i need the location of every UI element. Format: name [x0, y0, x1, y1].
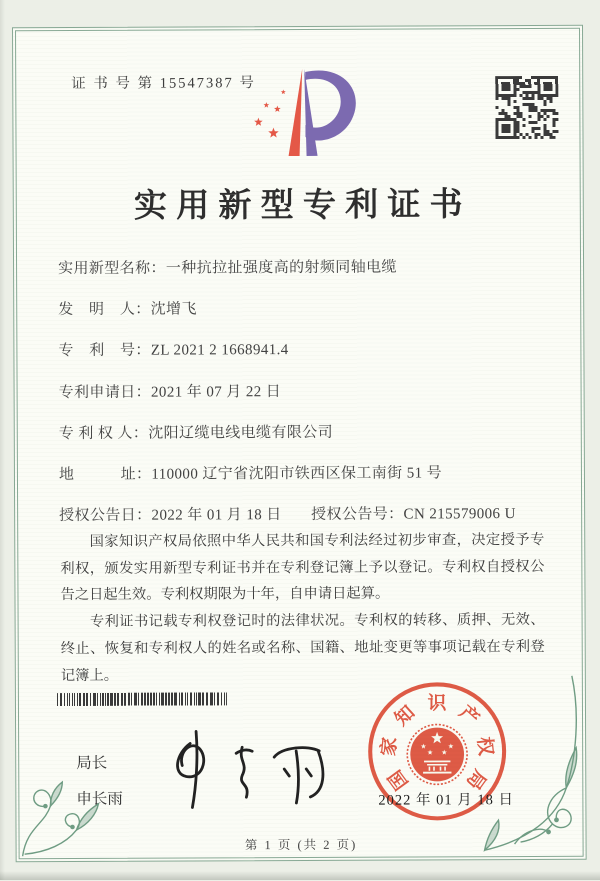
field-value: 110000 辽宁省沈阳市铁西区保工南街 51 号 — [151, 465, 443, 483]
field-label: 授权公告号： — [311, 506, 404, 524]
field-value: ZL 2021 2 1668941.4 — [150, 342, 289, 360]
barcode — [57, 692, 227, 706]
logo-star-icon — [268, 128, 279, 138]
scan-left-shadow — [0, 0, 5, 880]
field-row-patent-no — [58, 337, 557, 380]
signer-title: 局长 — [76, 754, 108, 772]
svg-text:国: 国 — [384, 765, 413, 794]
qr-code — [495, 76, 558, 139]
scan-bottom-shadow — [0, 871, 600, 880]
logo-star-icon — [281, 89, 286, 94]
field-row-address — [59, 461, 558, 504]
certificate-number: 证 书 号 第 15547387 号 — [71, 75, 256, 92]
cnipa-logo — [239, 59, 374, 172]
field-row-patentee — [59, 420, 558, 463]
field-label: 专 利 号： — [58, 343, 151, 360]
signature-handwriting — [156, 723, 356, 814]
field-label: 专 利 权 人： — [58, 425, 149, 442]
field-row-name — [58, 255, 557, 298]
fields-block — [58, 255, 558, 545]
field-label: 地 址： — [58, 466, 152, 483]
field-label: 实用新型名称： — [58, 260, 166, 278]
svg-text:局: 局 — [461, 765, 490, 793]
field-row-inventor — [58, 296, 557, 339]
corner-ornament-left — [18, 764, 130, 858]
field-value: 一种抗拉扯强度高的射频同轴电缆 — [165, 259, 397, 277]
svg-text:权: 权 — [473, 735, 497, 757]
logo-star-icon — [263, 102, 269, 107]
signer-name: 申长雨 — [76, 790, 123, 808]
svg-text:家: 家 — [378, 736, 402, 758]
svg-text:知: 知 — [391, 702, 420, 731]
certificate-border-frame — [12, 25, 587, 862]
corner-ornament-right — [444, 674, 583, 857]
legal-text-block — [60, 527, 545, 690]
field-value: 沈增飞 — [150, 301, 197, 318]
seal-date: 2022 年 01 月 18 日 — [378, 792, 515, 809]
field-label: 专利申请日： — [58, 384, 152, 401]
logo-star-icon — [254, 118, 263, 126]
legal-paragraph: 专利证书记载专利权登记时的法律状况。专利权的转移、质押、无效、终止、恢复和专利权人的姓名或名称、国籍、地址变更等事项记载在专利登记簿上。 — [60, 612, 545, 684]
field-value: 2022 年 01 月 18 日 — [151, 507, 282, 524]
field-label: 发 明 人： — [58, 301, 151, 319]
field-row-filing-date — [59, 378, 558, 421]
field-label: 授权公告日： — [59, 507, 152, 525]
field-value: CN 215579006 U — [403, 506, 516, 523]
logo-wedge-left — [288, 69, 302, 156]
certificate-title: 实用新型专利证书 — [133, 187, 472, 225]
grant-number-pair — [311, 502, 516, 524]
field-value: 沈阳辽缆电线电缆有限公司 — [148, 424, 334, 442]
svg-text:识: 识 — [427, 693, 447, 715]
legal-paragraph: 国家知识产权局依照中华人民共和国专利法经过初步审查，决定授予专利权，颁发实用新型专利证书并在专利登记簿上予以登记。专利权自授权公告之日起生效。专利权期限为十年，自申请日起算。 — [60, 531, 545, 604]
logo-star-icon — [274, 106, 281, 112]
field-value: 2021 年 07 月 22 日 — [150, 383, 282, 401]
page-number: 第 1 页 (共 2 页) — [244, 837, 358, 853]
svg-text:产: 产 — [454, 701, 483, 730]
logo-wedge-right — [304, 69, 317, 156]
